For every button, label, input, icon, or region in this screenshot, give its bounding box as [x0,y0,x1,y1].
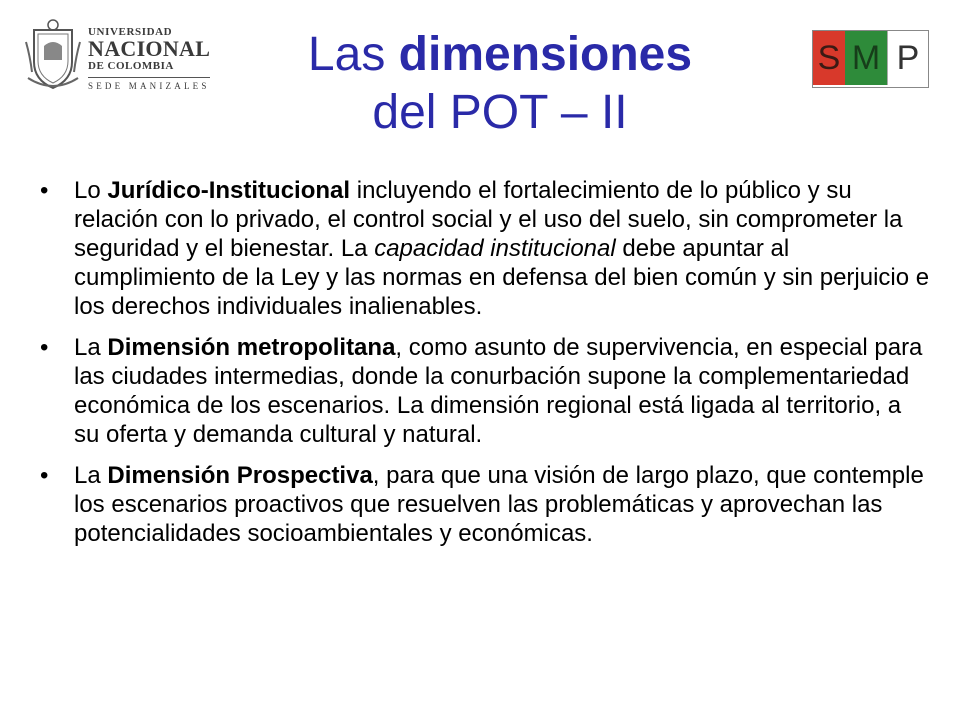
slide-title [240,26,760,142]
bullet-text: , para que una visión de largo plazo, que contemple los escenarios proactivos que resuelven las problemáticas y aprovechan las potencialidades socioambientales y económicas. [74,462,924,547]
bullet-text: Lo [74,177,108,204]
logo-nacional: NACIONAL [88,36,211,61]
bullet-text: La [74,462,108,489]
logo-de-colombia: DE COLOMBIA [88,60,174,72]
coat-of-arms-icon [22,16,84,94]
bullet-bold: Dimensión metropolitana [107,334,396,361]
bullet-juridico [40,176,930,321]
bullet-metropolitana [40,333,930,449]
title-bold: dimensiones [398,28,693,81]
bullet-prospectiva [40,461,930,548]
bullet-italic: capacidad institucional [374,235,616,262]
badge-m: M [845,31,887,85]
smp-badge [812,30,929,88]
bullet-text: , como asunto de supervivencia, en especial para las ciudades intermedias, donde la conurbación supone la complementariedad económica de los escenarios. La dimensión regional está ligada al territorio, a su oferta y demanda cultural y natural. [74,334,923,448]
university-name [88,26,210,92]
badge-s: S [813,31,845,85]
bullet-text: La [74,334,108,361]
bullet-bold: Dimensión Prospectiva [107,462,373,489]
bullet-text: incluyendo el fortalecimiento de lo público y su relación con lo privado, el control social y el uso del suelo, sin comprometer la seguridad y el bienestar. La [74,177,903,262]
bullet-bold: Jurídico-Institucional [107,177,351,204]
university-logo [22,16,211,96]
bullet-text: debe apuntar al cumplimiento de la Ley y las normas en defensa del bien común y sin perjuicio e los derechos individuales inalienables. [74,235,930,320]
title-prefix: Las [307,28,399,81]
logo-sede: SEDE MANIZALES [88,77,210,92]
bullet-list [40,176,930,560]
badge-p: P [887,31,928,85]
title-line2: del POT – II [372,86,628,139]
logo-universidad: UNIVERSIDAD [88,26,173,38]
